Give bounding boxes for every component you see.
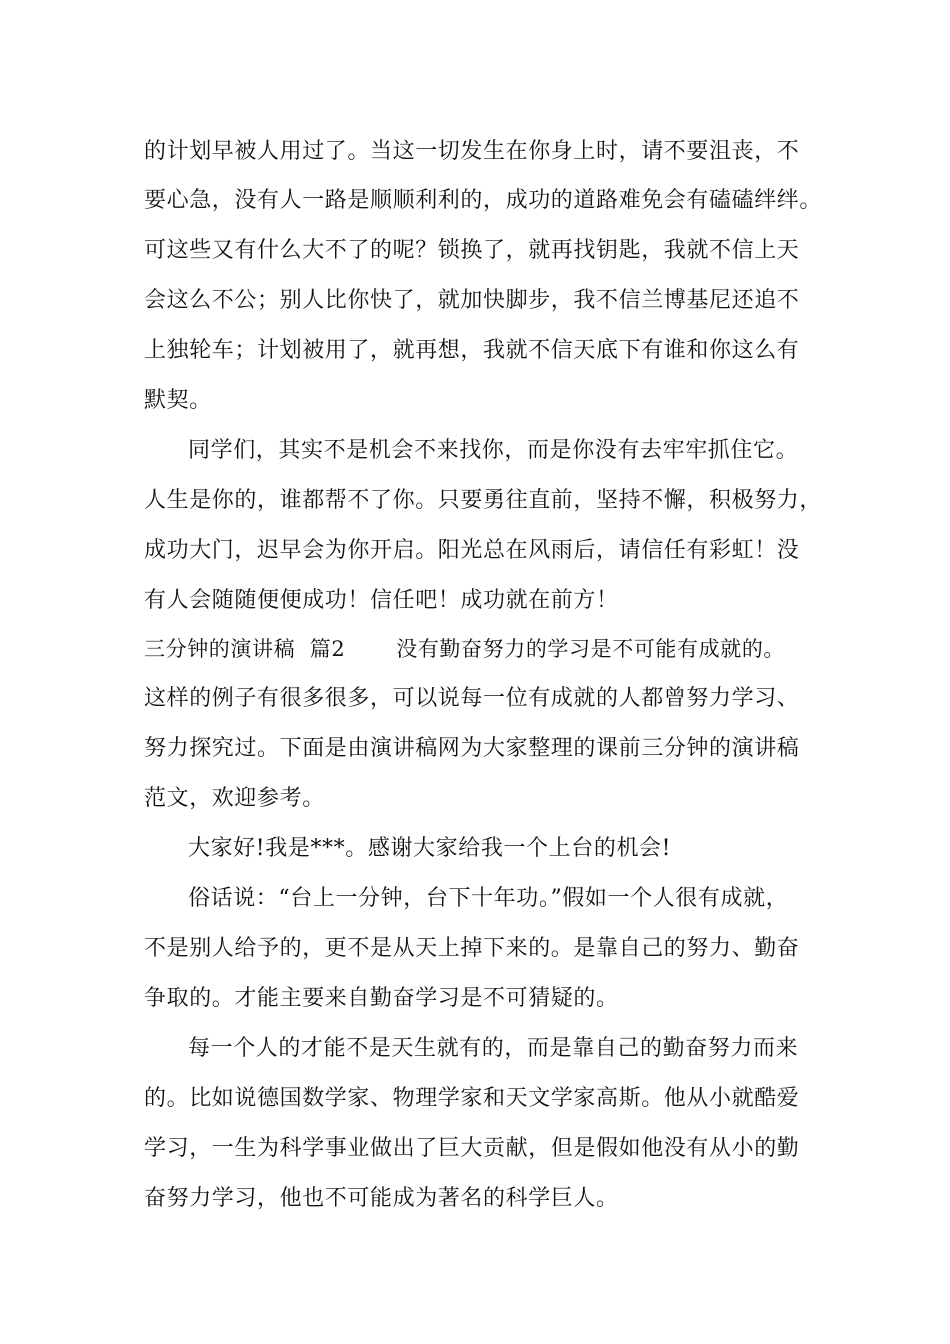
text-line: 范文，欢迎参考。 bbox=[144, 786, 325, 811]
text-line: 要心急，没有人一路是顺顺利利的，成功的道路难免会有磕磕绊绊。 bbox=[144, 188, 823, 213]
text-line: 上独轮车；计划被用了，就再想，我就不信天底下有谁和你这么有 bbox=[144, 338, 800, 363]
paragraph-start-line: 同学们，其实不是机会不来找你，而是你没有去牢牢抓住它。 bbox=[188, 438, 799, 463]
text-line: 默契。 bbox=[144, 388, 212, 413]
text-line: 的。比如说德国数学家、物理学家和天文学家高斯。他从小就酷爱 bbox=[144, 1086, 800, 1111]
text-line: 奋努力学习，他也不可能成为著名的科学巨人。 bbox=[144, 1186, 619, 1211]
text-line: 有人会随随便便成功！信任吧！成功就在前方！ bbox=[144, 588, 619, 613]
text-line: 这样的例子有很多很多，可以说每一位有成就的人都曾努力学习、 bbox=[144, 686, 800, 711]
paragraph-start-line: 大家好!我是***。感谢大家给我一个上台的机会! bbox=[188, 836, 672, 861]
paragraph-start-line: 俗话说：“台上一分钟，台下十年功。”假如一个人很有成就， bbox=[188, 886, 789, 911]
text-line: 人生是你的，谁都帮不了你。只要勇往直前，坚持不懈，积极努力， bbox=[144, 488, 823, 513]
paragraph-start-line: 每一个人的才能不是天生就有的，而是靠自己的勤奋努力而来 bbox=[188, 1036, 799, 1061]
text-line: 会这么不公；别人比你快了，就加快脚步，我不信兰博基尼还追不 bbox=[144, 288, 800, 313]
section-heading-line: 三分钟的演讲稿 篇2 没有勤奋努力的学习是不可能有成就的。 bbox=[144, 637, 786, 661]
text-line: 可这些又有什么大不了的呢？锁换了，就再找钥匙，我就不信上天 bbox=[144, 238, 800, 263]
text-line: 不是别人给予的，更不是从天上掉下来的。是靠自己的努力、勤奋 bbox=[144, 936, 800, 961]
text-line: 成功大门，迟早会为你开启。阳光总在风雨后，请信任有彩虹！没 bbox=[144, 538, 800, 563]
text-line: 的计划早被人用过了。当这一切发生在你身上时，请不要沮丧，不 bbox=[144, 139, 800, 164]
text-line: 争取的。才能主要来自勤奋学习是不可猜疑的。 bbox=[144, 986, 619, 1011]
text-line: 努力探究过。下面是由演讲稿网为大家整理的课前三分钟的演讲稿 bbox=[144, 736, 800, 761]
text-line: 学习，一生为科学事业做出了巨大贡献，但是假如他没有从小的勤 bbox=[144, 1136, 800, 1161]
